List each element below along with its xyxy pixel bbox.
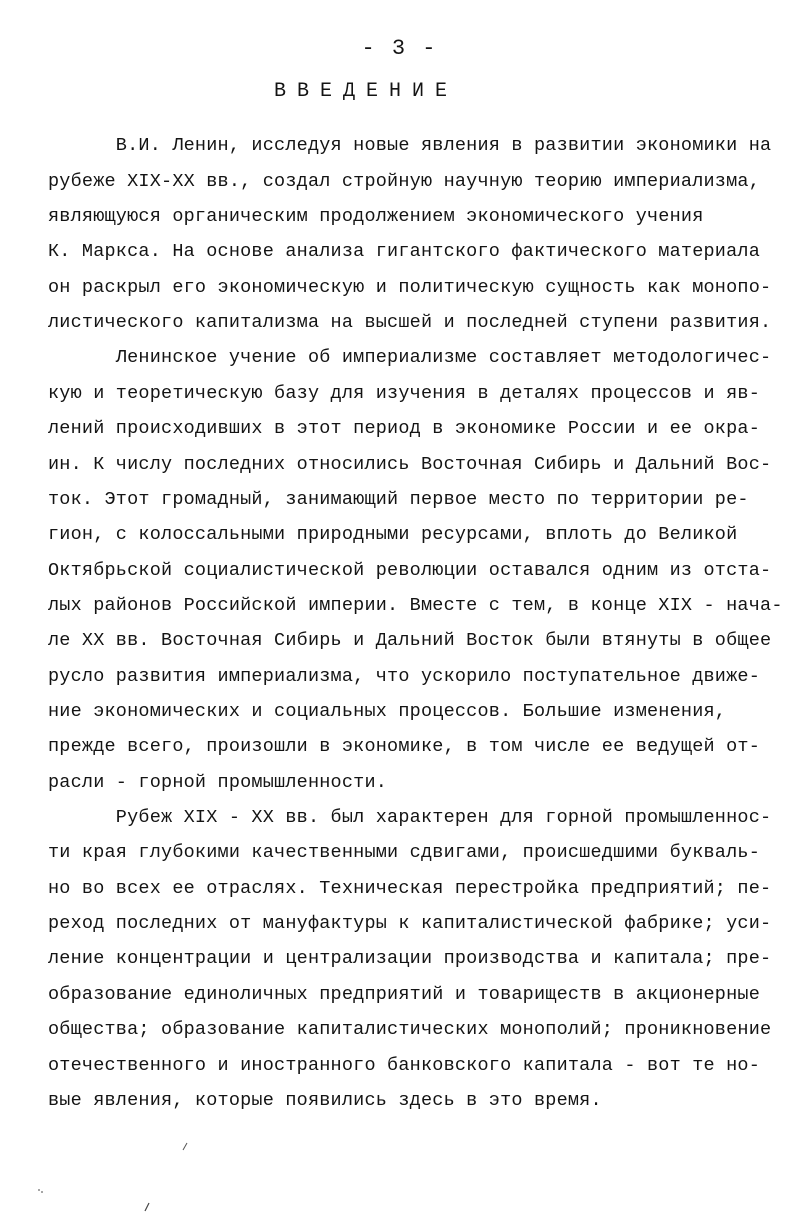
text-line: русло развития империализма, что ускорило поступательное движе- — [48, 666, 761, 687]
text-line: К. Маркса. На основе анализа гигантского фактического материала — [48, 241, 761, 262]
text-line: ток. Этот громадный, занимающий первое место по территории ре- — [48, 489, 749, 510]
text-line: В.И. Ленин, исследуя новые явления в развитии экономики на — [48, 135, 772, 156]
text-line: ние экономических и социальных процессов. Большие изменения, — [48, 701, 727, 722]
text-line: общества; образование капиталистических монополий; проникновение — [48, 1019, 772, 1040]
text-line: Рубеж XIX - XX вв. был характерен для горной промышленнос- — [48, 807, 772, 828]
text-line: образование единоличных предприятий и товариществ в акционерные — [48, 984, 761, 1005]
text-line: лений происходивших в этот период в экономике России и ее окра- — [48, 418, 761, 439]
text-line: расли - горной промышленности. — [48, 772, 388, 793]
text-line: гион, с колоссальными природными ресурсами, вплоть до Великой — [48, 524, 738, 545]
text-line: лых районов Российской империи. Вместе с тем, в конце XIX - нача- — [48, 595, 783, 616]
text-line: ти края глубокими качественными сдвигами, происшедшими букваль- — [48, 842, 761, 863]
text-line: ле XX вв. Восточная Сибирь и Дальний Восток были втянуты в общее — [48, 630, 772, 651]
text-line: ление концентрации и централизации производства и капитала; пре- — [48, 948, 772, 969]
text-line: вые явления, которые появились здесь в это время. — [48, 1090, 602, 1111]
text-line: рубеже XIX-XX вв., создал стройную научную теорию империализма, — [48, 171, 761, 192]
text-line: ин. К числу последних относились Восточная Сибирь и Дальний Вос- — [48, 454, 772, 475]
text-line: прежде всего, произошли в экономике, в том числе ее ведущей от- — [48, 736, 761, 757]
text-line: реход последних от мануфактуры к капиталистической фабрике; уси- — [48, 913, 772, 934]
page-number: - 3 - — [361, 36, 438, 61]
text-line: но во всех ее отраслях. Техническая перестройка предприятий; пе- — [48, 878, 772, 899]
text-line: отечественного и иностранного банковского капитала - вот те но- — [48, 1055, 761, 1076]
scan-speck — [142, 1200, 152, 1214]
scan-speck — [180, 1140, 190, 1152]
scan-speck — [36, 1186, 46, 1196]
text-line: Ленинское учение об империализме составляет методологичес- — [48, 347, 772, 368]
text-line: листического капитализма на высшей и последней ступени развития. — [48, 312, 772, 333]
section-heading: ВВЕДЕНИЕ — [273, 80, 458, 103]
text-line: являющуюся органическим продолжением экономического учения — [48, 206, 704, 227]
text-line: он раскрыл его экономическую и политическую сущность как монопо- — [48, 277, 772, 298]
text-line: кую и теоретическую базу для изучения в деталях процессов и яв- — [48, 383, 761, 404]
text-line: Октябрьской социалистической революции оставался одним из отста- — [48, 560, 772, 581]
